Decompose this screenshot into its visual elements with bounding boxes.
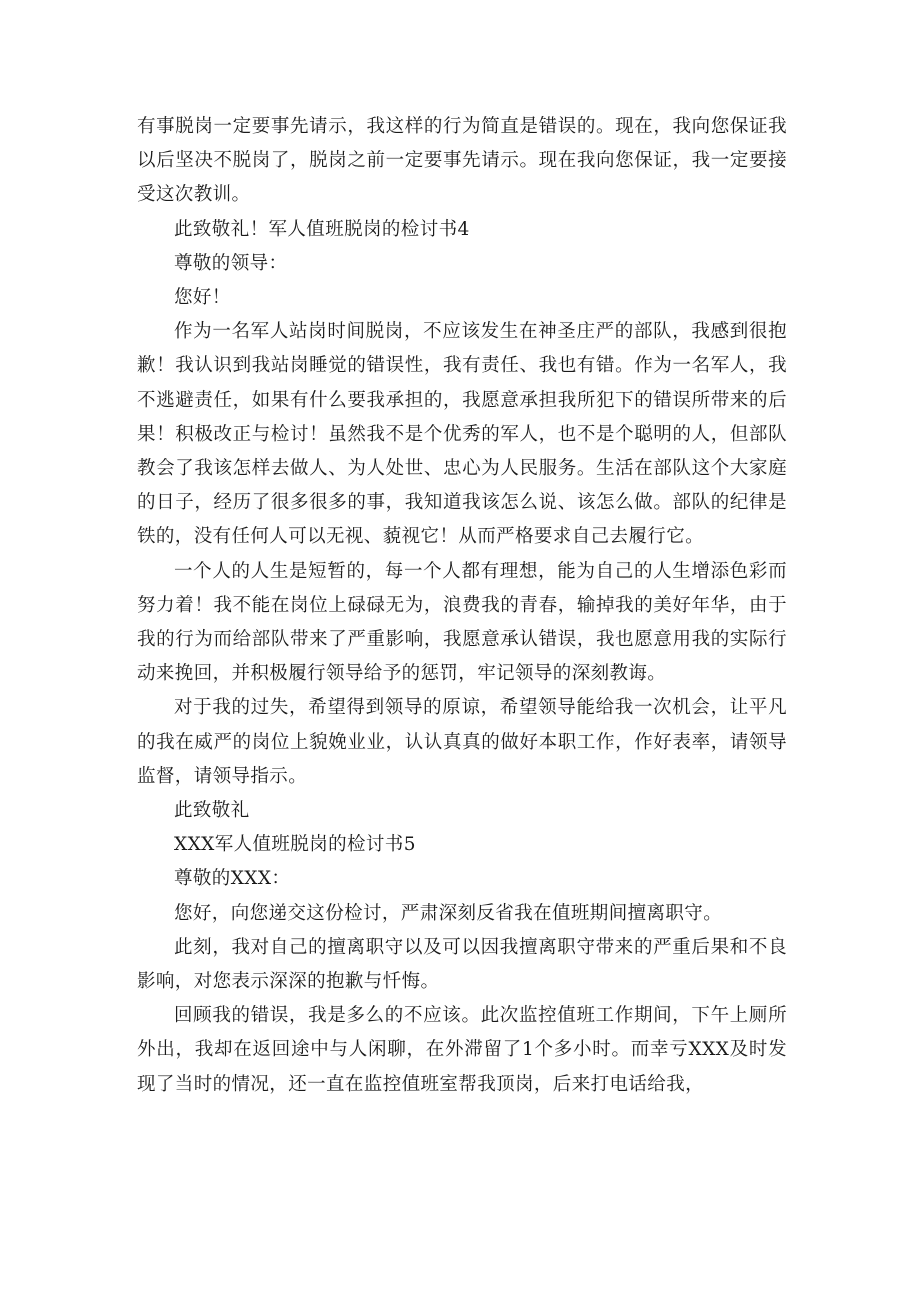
paragraph-6: 一个人的人生是短暂的，每一个人都有理想，能为自己的人生增添色彩而努力着！我不能在岗位上碌碌无为，浪费我的青春，输掉我的美好年华，由于我的行为而给部队带来了严重影响，我愿意承认错误，我也愿意用我的实际行动来挽回，并积极履行领导给予的惩罚，牢记领导的深刻教诲。 [137, 560, 787, 685]
paragraph-9-title-5: XXX军人值班脱岗的检讨书5 [174, 834, 416, 856]
paragraph-4-greeting: 您好！ [174, 287, 231, 309]
paragraph-8-closing: 此致敬礼 [174, 800, 250, 822]
paragraph-5: 作为一名军人站岗时间脱岗，不应该发生在神圣庄严的部队，我感到很抱歉！我认识到我站岗睡觉的错误性，我有责任、我也有错。作为一名军人，我不逃避责任，如果有什么要我承担的，我愿意承担我所犯下的错误所带来的后果！积极改正与检讨！虽然我不是个优秀的军人，也不是个聪明的人，但部队教会了我该怎样去做人、为人处世、忠心为人民服务。生活在部队这个大家庭的日子，经历了很多很多的事，我知道我该怎么说、该怎么做。部队的纪律是铁的，没有任何人可以无视、藐视它！从而严格要求自己去履行它。 [137, 321, 787, 548]
paragraph-13: 回顾我的错误，我是多么的不应该。此次监控值班工作期间，下午上厕所外出，我却在返回途中与人闲聊，在外滞留了1个多小时。而幸亏XXX及时发现了当时的情况，还一直在监控值班室帮我顶岗，后来打电话给我， [137, 1005, 787, 1095]
paragraph-1: 有事脱岗一定要事先请示，我这样的行为简直是错误的。现在，我向您保证我以后坚决不脱岗了，脱岗之前一定要事先请示。现在我向您保证，我一定要接受这次教训。 [137, 116, 787, 206]
document-page [137, 110, 787, 1102]
paragraph-12: 此刻，我对自己的擅离职守以及可以因我擅离职守带来的严重后果和不良影响，对您表示深深的抱歉与忏悔。 [137, 936, 787, 993]
paragraph-11-greeting: 您好，向您递交这份检讨，严肃深刻反省我在值班期间擅离职守。 [174, 902, 723, 924]
paragraph-3-salutation: 尊敬的领导： [174, 252, 288, 274]
paragraph-7: 对于我的过失，希望得到领导的原谅，希望领导能给我一次机会，让平凡的我在威严的岗位上貌娩业业，认认真真的做好本职工作，作好表率，请领导监督，请领导指示。 [137, 697, 787, 787]
paragraph-2-closing-title-4: 此致敬礼！军人值班脱岗的检讨书4 [174, 218, 470, 240]
paragraph-10-salutation: 尊敬的XXX： [174, 868, 291, 890]
